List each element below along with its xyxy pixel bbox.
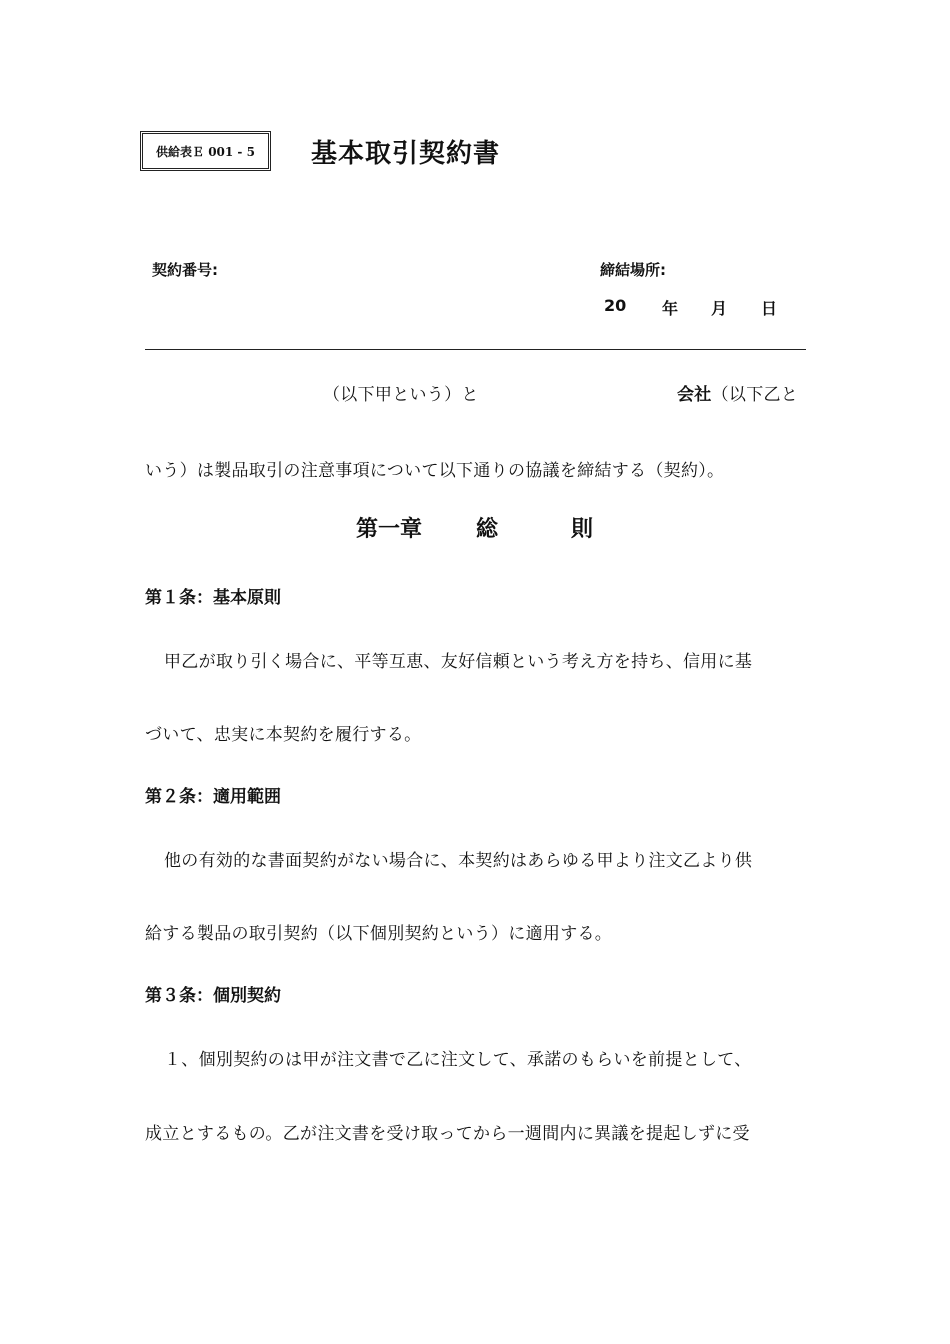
document-title: 基本取引契約書 [311,139,501,169]
preamble-line-2: いう）は製品取引の注意事項について以下通りの協議を締結する（契約）。 [145,461,725,481]
form-code-box [140,131,271,171]
chapter-title-1: 総 [476,517,499,542]
date-year-prefix: 20 [604,296,627,315]
preamble-party-b-rest: （以下乙と [711,385,799,405]
form-code: 供給表Ｅ 001 - 5 [156,144,255,159]
signing-place-label: 締結場所: [600,261,666,279]
article-1-heading: 第１条：基本原則 [145,588,281,608]
article-3-heading: 第３条：個別契約 [145,986,281,1006]
article-3-line-2: 成立とするもの。乙が注文書を受け取ってから一週間内に異議を提起しずに受 [145,1124,750,1144]
article-2-line-2: 給する製品の取引契約（以下個別契約という）に適用する。 [145,924,613,944]
preamble-party-b [677,380,798,405]
article-2-line-1: 他の有効的な書面契約がない場合に、本契約はあらゆる甲より注文乙より供 [164,851,753,871]
contract-number-label: 契約番号: [152,261,218,279]
preamble-party-a: （以下甲という）と [323,385,479,405]
date-year: 年 [662,299,679,318]
chapter-title-2: 則 [571,517,594,542]
date-month: 月 [711,299,728,318]
article-3-line-1: １、個別契約のは甲が注文書で乙に注文して、承諾のもらいを前提として、 [164,1050,752,1070]
separator-line [145,349,806,350]
date-day: 日 [761,299,778,318]
article-1-line-2: づいて、忠実に本契約を履行する。 [145,725,422,745]
preamble-company: 会社 [677,385,712,405]
article-2-heading: 第２条：適用範囲 [145,787,281,807]
article-1-line-1: 甲乙が取り引く場合に、平等互恵、友好信頼という考え方を持ち、信用に基 [164,652,753,672]
chapter-number: 第一章 [356,517,423,542]
